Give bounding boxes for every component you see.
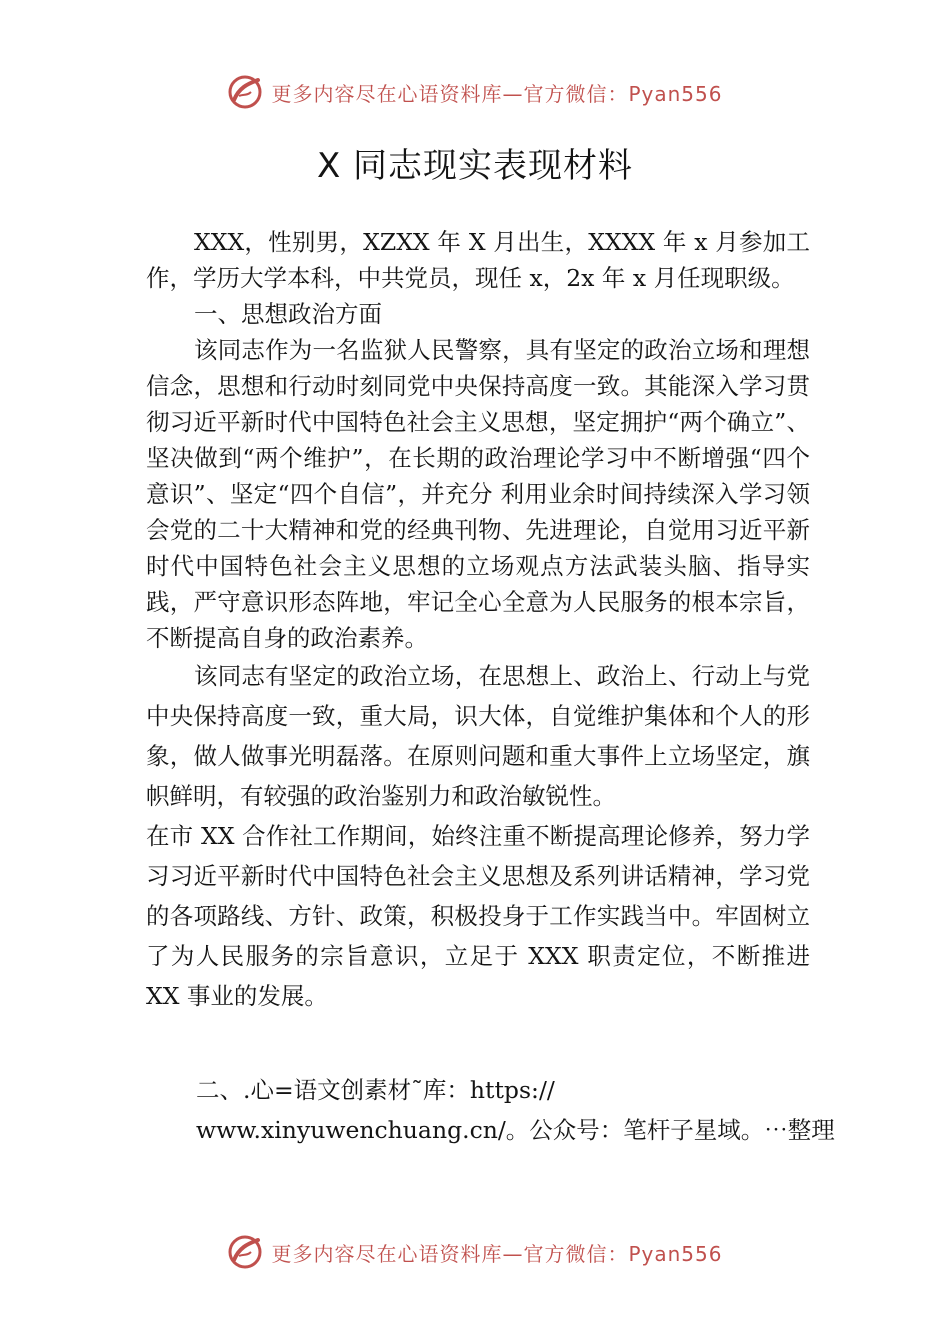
watermark-text: 更多内容尽在心语资料库—官方微信：Pyan556 <box>271 81 723 106</box>
watermark-banner-top <box>0 72 950 112</box>
paragraph-work-experience: 在市 XX 合作社工作期间，始终注重不断提高理论修养，努力学习习近平新时代中国特色社会主义思想及系列讲话精神，学习党的各项路线、方针、政策，积极投身于工作实践当中。牢固树立了为人民服务的宗旨意识，立足于 XXX 职责定位，不断推进 XX 事业的发展。 <box>146 822 810 1010</box>
spacer <box>146 1016 810 1070</box>
brush-logo-icon <box>227 74 263 110</box>
document-body <box>146 224 835 1150</box>
intro-paragraph: XXX，性别男，XZXX 年 X 月出生，XXXX 年 x 月参加工作，学历大学本科，中共党员，现任 x，2x 年 x 月任现职级。 <box>146 228 810 292</box>
section-heading: 一、思想政治方面 <box>194 300 382 328</box>
footer-source-line-2: www.xinyuwenchuang.cn/。公众号：笔杆子星域。⋯整理 <box>196 1116 835 1144</box>
paragraph-political-position: 该同志有坚定的政治立场，在思想上、政治上、行动上与党中央保持高度一致，重大局，识大体，自觉维护集体和个人的形象，做人做事光明磊落。在原则问题和重大事件上立场坚定，旗帜鲜明，有较强的政治鉴别力和政治敏锐性。 <box>146 662 810 810</box>
watermark-text: 更多内容尽在心语资料库—官方微信：Pyan556 <box>271 1241 723 1266</box>
watermark-banner-bottom <box>0 1232 950 1272</box>
footer-source-line-1: 二、.心=语文创素材˜库：https:// <box>196 1076 555 1104</box>
paragraph-political-stance: 该同志作为一名监狱人民警察，具有坚定的政治立场和理想信念，思想和行动时刻同党中央保持高度一致。其能深入学习贯彻习近平新时代中国特色社会主义思想，坚定拥护“两个确立”、坚决做到“两个维护”，在长期的政治理论学习中不断增强“四个意识”、坚定“四个自信”，并充分 利用业余时间持续深入学习领会党的二十大精神和党的经典刊物、先进理论，自觉用习近平新时代中国特色社会主义思想的立场观点方法武装头脑、指导实践，严守意识形态阵地，牢记全心全意为人民服务的根本宗旨，不断提高自身的政治素养。 <box>146 336 810 652</box>
brush-logo-icon <box>227 1234 263 1270</box>
document-title: X 同志现实表现材料 <box>316 146 634 186</box>
